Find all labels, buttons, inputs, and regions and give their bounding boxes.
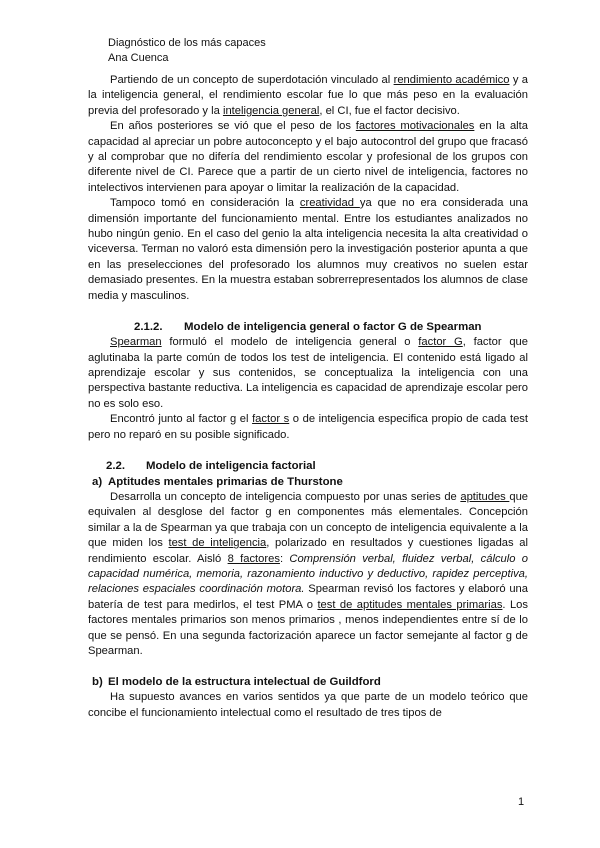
section-number: 2.2.: [106, 459, 125, 472]
subsection-heading-a: [88, 474, 528, 490]
text-run: Spearman revisó los factores y elaboró una batería de test para medirlos, el test PMA o: [88, 583, 528, 611]
page-number: 1: [518, 796, 525, 808]
subsection-title: El modelo de la estructura intelectual de Guildford: [108, 676, 381, 689]
text-run: :: [279, 552, 290, 565]
link-factor-s[interactable]: factor s: [252, 413, 290, 426]
link-test-de-inteligencia[interactable]: test de inteligencia: [168, 537, 267, 550]
text-run: Tampoco tomó en consideración la: [110, 197, 300, 210]
section-heading-2-2: [88, 458, 528, 474]
text-run: formuló el modelo de inteligencia general o: [161, 336, 419, 349]
text-run: , polarizado en resultados y cuestiones ligadas al rendimiento escolar. Aisló: [88, 537, 528, 565]
document-body: [88, 73, 528, 721]
paragraph-guildford: [88, 690, 528, 721]
text-run: Desarrolla un concepto de inteligencia compuesto por unas series de: [110, 490, 461, 503]
section-heading-2-1-2: [88, 319, 528, 335]
subsection-title: Aptitudes mentales primarias de Thurstone: [108, 475, 343, 488]
text-run: y a la inteligencia general, el rendimiento escolar fue lo que más peso en la evaluación previa del profesorado y la: [88, 74, 528, 117]
text-run: Encontró junto al factor g el: [110, 413, 253, 426]
factor-list: Comprensión verbal, fluidez verbal, cálculo o capacidad numérica, memoria, razonamiento inductivo y deductivo, rapidez perceptiva, relaciones espaciales coordinación motora.: [88, 552, 529, 596]
subsection-letter: b): [92, 676, 103, 689]
text-run: Partiendo de un concepto de superdotación vinculado al: [110, 74, 394, 86]
paragraph-factores-motivacionales: [88, 119, 528, 196]
text-run: Ha supuesto avances en varios sentidos ya que parte de un modelo teórico que concibe el funcionamiento intelectual como el resultado de tres tipos de: [88, 691, 528, 719]
text-run: , el CI, fue el factor decisivo.: [319, 104, 460, 117]
section-title: Modelo de inteligencia general o factor G de Spearman: [184, 321, 482, 334]
link-creatividad[interactable]: creatividad: [299, 197, 360, 210]
text-run: En años posteriores se vió que el peso de los: [110, 120, 356, 133]
text-run: . Los factores mentales primarios son menos primarios , menos independientes entre sí de lo que se pensó. En una segunda factorización aparece un factor semejante al factor g de Spearman.: [88, 598, 528, 657]
text-run: , factor que aglutinaba la parte común de todos los test de inteligencia. El contenido está ligado al aprendizaje escolar y sus contenidos, se conceptualiza la inteligencia con una perspectiva bastante reductiva. La inteligencia es capacidad de aprendizaje escolar pero no es solo eso.: [88, 336, 528, 410]
link-aptitudes[interactable]: aptitudes: [460, 490, 510, 503]
section-title: Modelo de inteligencia factorial: [146, 459, 316, 472]
link-rendimiento-academico[interactable]: rendimiento académico: [393, 74, 510, 86]
link-test-aptitudes-mentales-primarias[interactable]: test de aptitudes mentales primarias: [317, 598, 503, 611]
subsection-heading-b: [88, 674, 528, 690]
link-factor-g[interactable]: factor G: [418, 336, 463, 349]
link-8-factores[interactable]: 8 factores: [227, 552, 280, 565]
link-factores-motivacionales[interactable]: factores motivacionales: [355, 120, 475, 133]
text-run: ya que no era considerada una dimensión importante del funcionamiento mental. Entre los estudiantes analizados no hubo ningún genio. En el caso del genio la alta inteligencia necesita la alta creatividad o viceversa. Terman no valoró esta dimensión pero la investigación posterior apunta a que en las preselecciones del profesorado los alumnos muy creativos no suelen estar demasiado presentes. En la muestra estaban sobrerrepresentados los alumnos de clase media y masculinos.: [88, 197, 528, 302]
link-spearman[interactable]: Spearman: [110, 336, 162, 349]
paragraph-factor-s: [88, 412, 528, 443]
text-run: o de inteligencia especifica propio de cada test pero no reparó en su posible significado.: [88, 413, 529, 441]
subsection-letter: a): [92, 475, 103, 488]
paragraph-superdotacion: [88, 73, 528, 119]
link-inteligencia-general[interactable]: inteligencia general: [222, 104, 320, 117]
header-title: Diagnóstico de los más capaces: [108, 37, 266, 49]
text-run: que equivalen al desglose del factor g en componentes más elementales. Concepción similar a la de Spearman ya que trabaja con un concepto de inteligencia equivalente a la que miden los: [88, 490, 529, 550]
text-run: en la alta capacidad al apreciar un pobre autoconcepto y el bajo autocontrol del grupo que fracasó y al comprobar que no difería del rendimiento escolar y profesional de los grupos con diferente nivel de CI. Parece que a partir de un cierto nivel de inteligencia, factores no intelectivos intervienen para apoyar o limitar la realización de la capacidad.: [88, 120, 528, 194]
header-author: Ana Cuenca: [108, 52, 169, 64]
page-header: [108, 36, 266, 66]
paragraph-thurstone: [88, 490, 528, 659]
paragraph-creatividad: [88, 196, 528, 304]
section-number: 2.1.2.: [134, 321, 163, 334]
paragraph-spearman: [88, 335, 528, 412]
